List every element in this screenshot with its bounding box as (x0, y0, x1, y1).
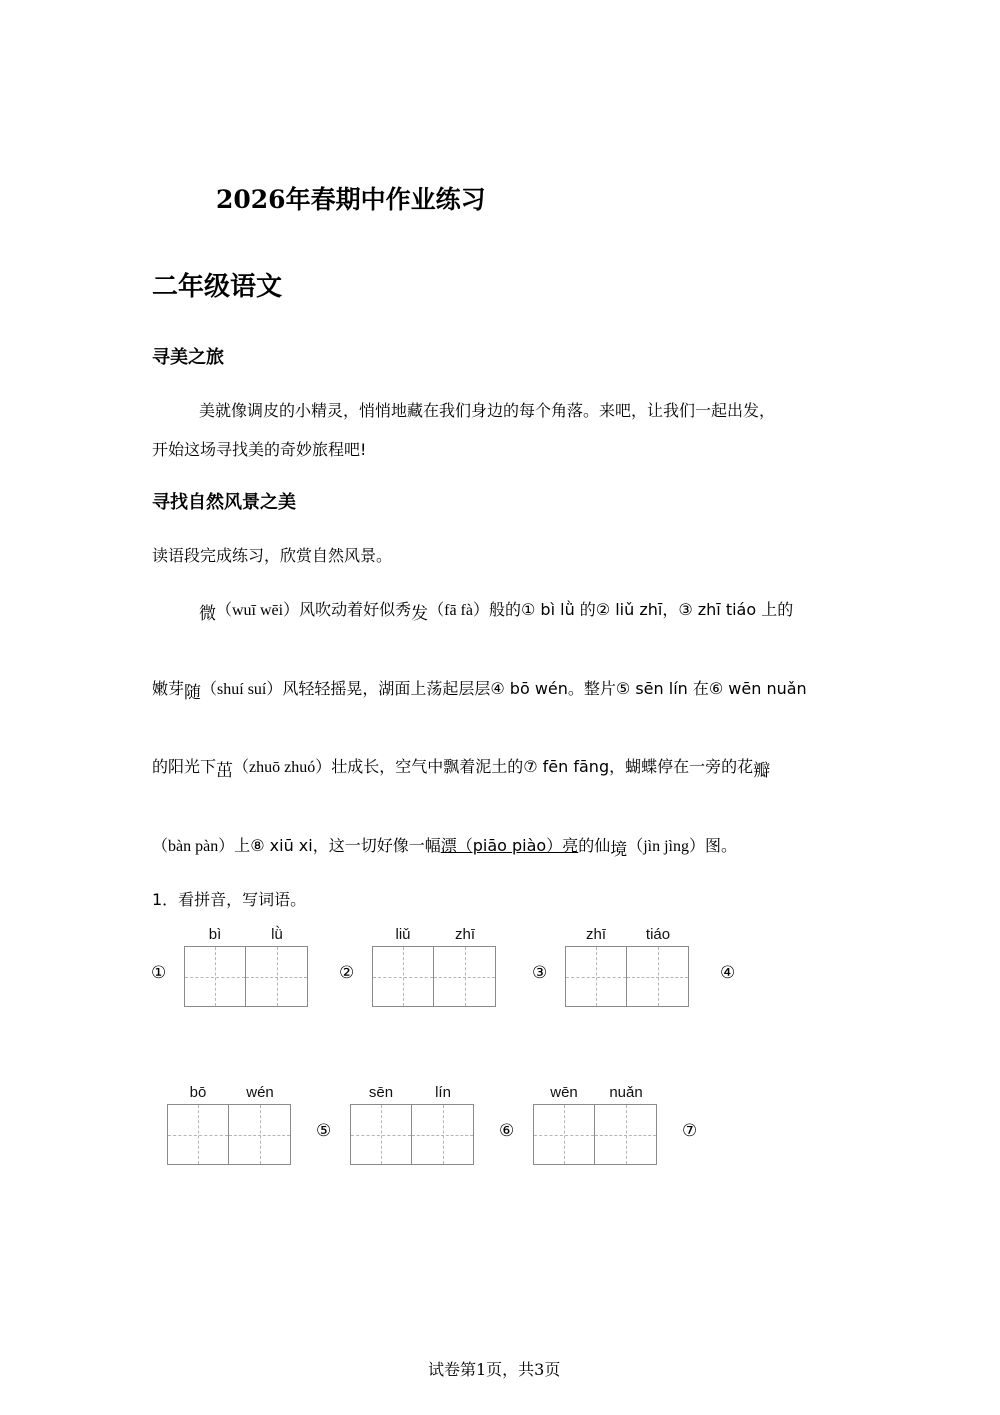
pinyin-label: bō wén (189, 1084, 274, 1101)
pinyin-choice-zhuo: （zhuō zhuó） (233, 759, 332, 776)
passage-text: 般的① bì lǜ 的② liǔ zhī，③ zhī tiáo 上的 (489, 600, 794, 619)
pinyin-label: sēn lín (368, 1084, 451, 1101)
passage-line-1 (199, 595, 794, 624)
passage-line-4 (152, 831, 738, 860)
passage-text: 壮成长，空气中飘着泥土的⑦ fēn fāng，蝴蝶停在一旁的花 (331, 757, 754, 776)
passage-line-3 (152, 752, 771, 781)
passage-text: 的仙 (578, 836, 611, 855)
tianzige-cell[interactable] (372, 946, 434, 1007)
char-jing: 境 (610, 840, 628, 860)
char-ban: 瓣 (753, 761, 771, 781)
char-wei: 微 (199, 604, 216, 624)
pinyin-choice-wei: （wuī wēi） (216, 602, 300, 619)
reading-instruction: 读语段完成练习，欣赏自然风景。 (152, 546, 393, 565)
pinyin-label: bì lǜ (208, 926, 283, 943)
item-number-2: ② (339, 963, 355, 983)
item-number-5: ⑤ (316, 1121, 332, 1141)
passage-text: 风轻轻摇晃，湖面上荡起层层④ bō wén。整片⑤ sēn lín 在⑥ wēn nuǎn (282, 679, 807, 698)
passage-text: 图。 (705, 836, 738, 855)
pinyin-label: wēn nuǎn (550, 1084, 643, 1101)
passage-text: 风吹动着好似秀 (299, 600, 412, 619)
pinyin-choice-sui: （shuí suí） (201, 681, 283, 698)
passage-text: 嫩芽 (152, 679, 185, 698)
underlined-word-piaoliang: 漂（piāo piào）亮 (440, 836, 579, 855)
pinyin-choice-fa: （fā fà） (428, 602, 489, 619)
pinyin-label: zhī tiáo (585, 926, 671, 943)
passage-text: 的阳光下 (152, 757, 217, 776)
tianzige-cell[interactable] (594, 1104, 657, 1165)
tianzige-cell[interactable] (350, 1104, 412, 1165)
char-sui: 随 (184, 683, 202, 703)
item-number-3: ③ (532, 963, 548, 983)
tianzige-cell[interactable] (228, 1104, 291, 1165)
tianzige-cell[interactable] (184, 946, 246, 1007)
item-number-4: ④ (720, 963, 736, 983)
tianzige-cell[interactable] (533, 1104, 595, 1165)
page-footer: 试卷第1页，共3页 (428, 1360, 561, 1379)
passage-text: 上⑧ xiū xi，这一切好像一幅 (234, 836, 441, 855)
char-zhuo: 茁 (216, 761, 234, 781)
tianzige-cell[interactable] (433, 946, 496, 1007)
grade-title: 二年级语文 (152, 272, 283, 302)
tianzige-cell[interactable] (167, 1104, 229, 1165)
pinyin-label: liǔ zhī (395, 926, 475, 943)
tianzige-cell[interactable] (565, 946, 627, 1007)
tianzige-cell[interactable] (411, 1104, 474, 1165)
section-heading-journey: 寻美之旅 (152, 347, 224, 368)
item-number-1: ① (151, 963, 167, 983)
page-title: 2026年春期中作业练习 (216, 185, 486, 214)
passage-line-2 (152, 674, 807, 703)
intro-text-line-1: 美就像调皮的小精灵，悄悄地藏在我们身边的每个角落。来吧，让我们一起出发， (199, 401, 776, 420)
pinyin-choice-jing: （jìn jìng） (627, 838, 706, 855)
tianzige-cell[interactable] (245, 946, 308, 1007)
question-1-label: 1．看拼音，写词语。 (152, 890, 307, 909)
section-heading-nature: 寻找自然风景之美 (152, 492, 296, 513)
tianzige-cell[interactable] (626, 946, 689, 1007)
intro-text-line-2: 开始这场寻找美的奇妙旅程吧! (152, 440, 367, 459)
pinyin-choice-ban: （bàn pàn） (152, 838, 235, 855)
item-number-6: ⑥ (499, 1121, 515, 1141)
char-fa: 发 (411, 604, 429, 624)
item-number-7: ⑦ (682, 1121, 698, 1141)
